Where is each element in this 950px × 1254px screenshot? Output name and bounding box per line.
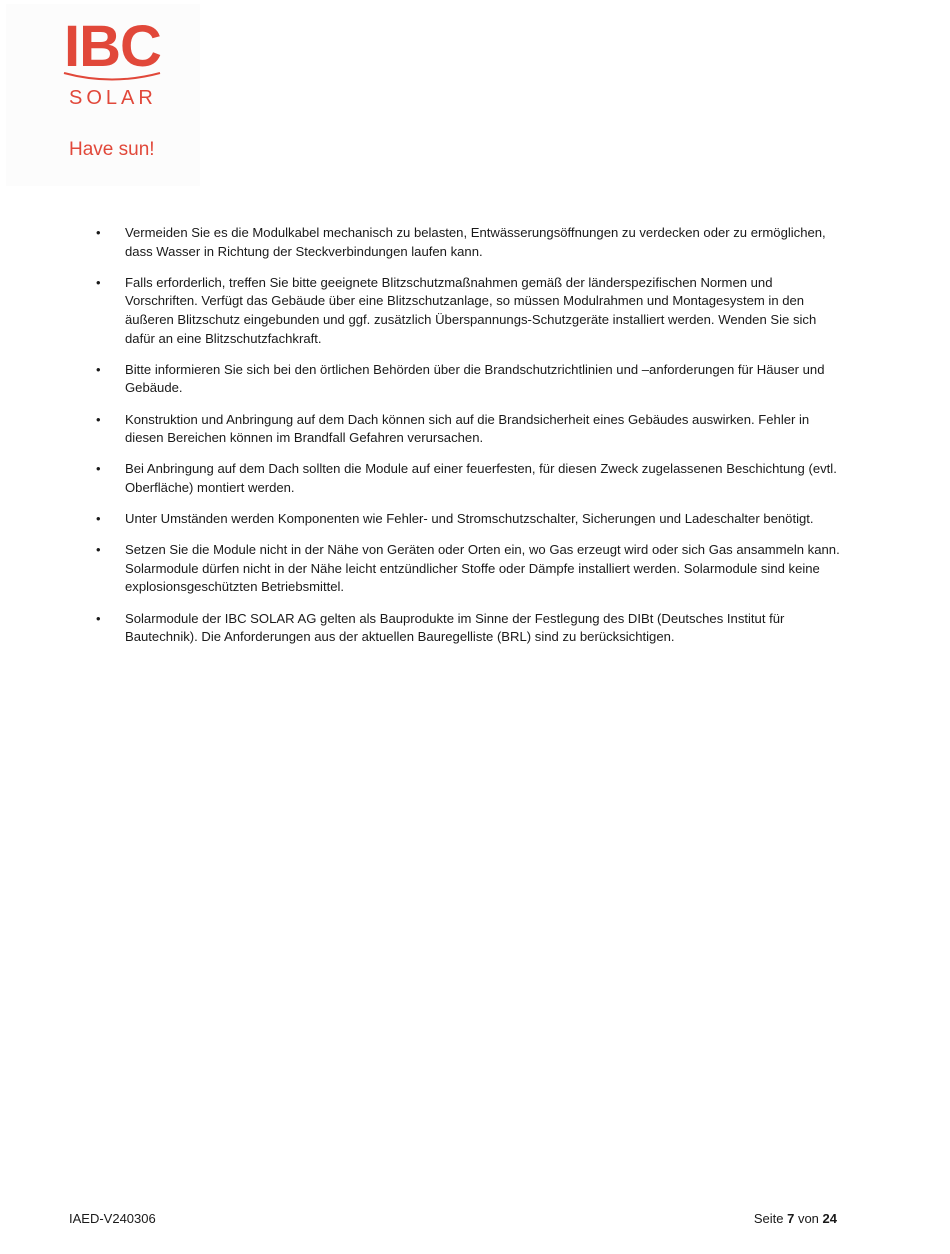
bullet-icon: • bbox=[96, 542, 101, 558]
list-item-text: Bei Anbringung auf dem Dach sollten die Module auf einer feuerfesten, für diesen Zweck zugelassenen Beschichtung (evtl. Oberfläche) montiert werden. bbox=[125, 461, 837, 495]
list-item bbox=[96, 460, 840, 497]
page-current: 7 bbox=[787, 1211, 795, 1226]
list-item-text: Falls erforderlich, treffen Sie bitte geeignete Blitzschutzmaßnahmen gemäß der länderspezifischen Normen und Vorschriften. Verfügt das Gebäude über eine Blitzschutzanlage, so müssen Modulrahmen und Montagesystem in den äußeren Blitzschutz eingebunden und ggf. zusätzlich Überspannungs-Schutzgeräte installiert werden. Wenden Sie sich dafür an eine Blitzschutzfachkraft. bbox=[125, 274, 817, 346]
list-item-text: Setzen Sie die Module nicht in der Nähe von Geräten oder Orten ein, wo Gas erzeugt wird oder sich Gas ansammeln kann. Solarmodule dürfen nicht in der Nähe leicht entzündlicher Stoffe oder Dämpfe installiert werden. Solarmodule sind keine explosionsgeschützten Betriebsmittel. bbox=[125, 542, 840, 595]
bullet-icon: • bbox=[96, 225, 101, 240]
list-item bbox=[96, 361, 840, 398]
document-id: IAED-V240306 bbox=[69, 1211, 156, 1226]
list-item bbox=[96, 411, 840, 448]
bullet-icon: • bbox=[96, 411, 101, 427]
page-number bbox=[754, 1211, 837, 1226]
bullet-icon: • bbox=[96, 511, 101, 527]
list-item bbox=[96, 510, 840, 529]
list-item-text: Konstruktion und Anbringung auf dem Dach können sich auf die Brandsicherheit eines Gebäudes auswirken. Fehler in diesen Bereichen können im Brandfall Gefahren verursachen. bbox=[125, 411, 810, 446]
tagline: Have sun! bbox=[69, 139, 155, 160]
bullet-icon: • bbox=[96, 610, 101, 626]
bullet-icon: • bbox=[96, 461, 101, 477]
list-item bbox=[96, 541, 840, 597]
page-total: 24 bbox=[822, 1211, 837, 1226]
list-item bbox=[96, 224, 840, 261]
list-item bbox=[96, 610, 840, 647]
bullet-list bbox=[96, 224, 840, 647]
bullet-icon: • bbox=[96, 361, 101, 377]
logo-subtitle: SOLAR bbox=[69, 87, 157, 109]
logo-arc-icon bbox=[62, 70, 162, 84]
list-item-text: Solarmodule der IBC SOLAR AG gelten als Bauprodukte im Sinne der Festlegung des DIBt (Deutsches Institut für Bautechnik). Die Anforderungen aus der aktuellen Bauregelliste (BRL) sind zu berücksichtigen. bbox=[125, 610, 785, 645]
page-label: Seite bbox=[753, 1211, 784, 1226]
document-body bbox=[96, 224, 840, 659]
page-of: von bbox=[797, 1211, 819, 1226]
list-item-text: Bitte informieren Sie sich bei den örtlichen Behörden über die Brandschutzrichtlinien und –anforderungen für Häuser und Gebäude. bbox=[125, 361, 825, 396]
logo: IBC bbox=[64, 14, 161, 79]
list-item-text: Unter Umständen werden Komponenten wie Fehler- und Stromschutzschalter, Sicherungen und Ladeschalter benötigt. bbox=[125, 511, 814, 527]
list-item bbox=[96, 274, 840, 348]
list-item-text: Vermeiden Sie es die Modulkabel mechanisch zu belasten, Entwässerungsöffnungen zu verdecken oder zu ermöglichen, dass Wasser in Richtung der Steckverbindungen laufen kann. bbox=[125, 225, 826, 259]
bullet-icon: • bbox=[96, 274, 101, 290]
